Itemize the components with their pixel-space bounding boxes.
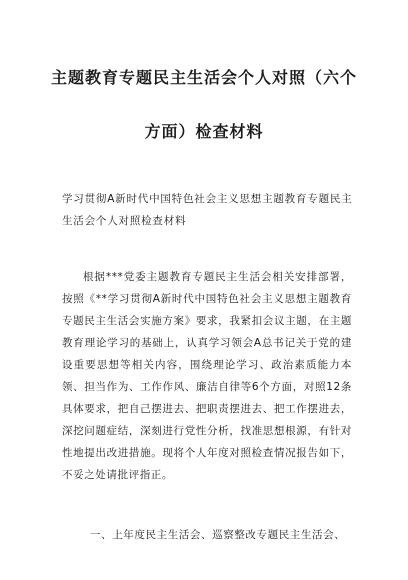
document-title-line-1: 主题教育专题民主生活会个人对照（六个 [50,68,357,87]
section-heading: 一、上年度民主生活会、巡察整改专题民主生活会、 [90,529,346,541]
document-subtitle: 学习贯彻A新时代中国特色社会主义思想主题教育专题民主生活会个人对照检查材料 [62,193,353,227]
document-title-line-2: 方面）检查材料 [144,122,264,141]
body-paragraph: 根据***党委主题教育专题民主生活会相关安排部署，按照《**学习贯彻A新时代中国特色社会主义思想主题教育专题民主生活会实施方案》要求，我紧扣会议主题，在主题教育理论学习的基础上，认真学习领会A总书记关于党的建设重要思想等相关内容，围绕理论学习、政治素质能力本领、担当作为、工作作风、廉洁自律等6个方面，对照12条具体要求，把自己摆进去、把职责摆进去、把工作摆进去，深挖问题症结，深刻进行党性分析，找准思想根源，有针对性地提出改进措施。现将个人年度对照检查情况报告如下，不妥之处请批评指正。 [62,271,352,481]
